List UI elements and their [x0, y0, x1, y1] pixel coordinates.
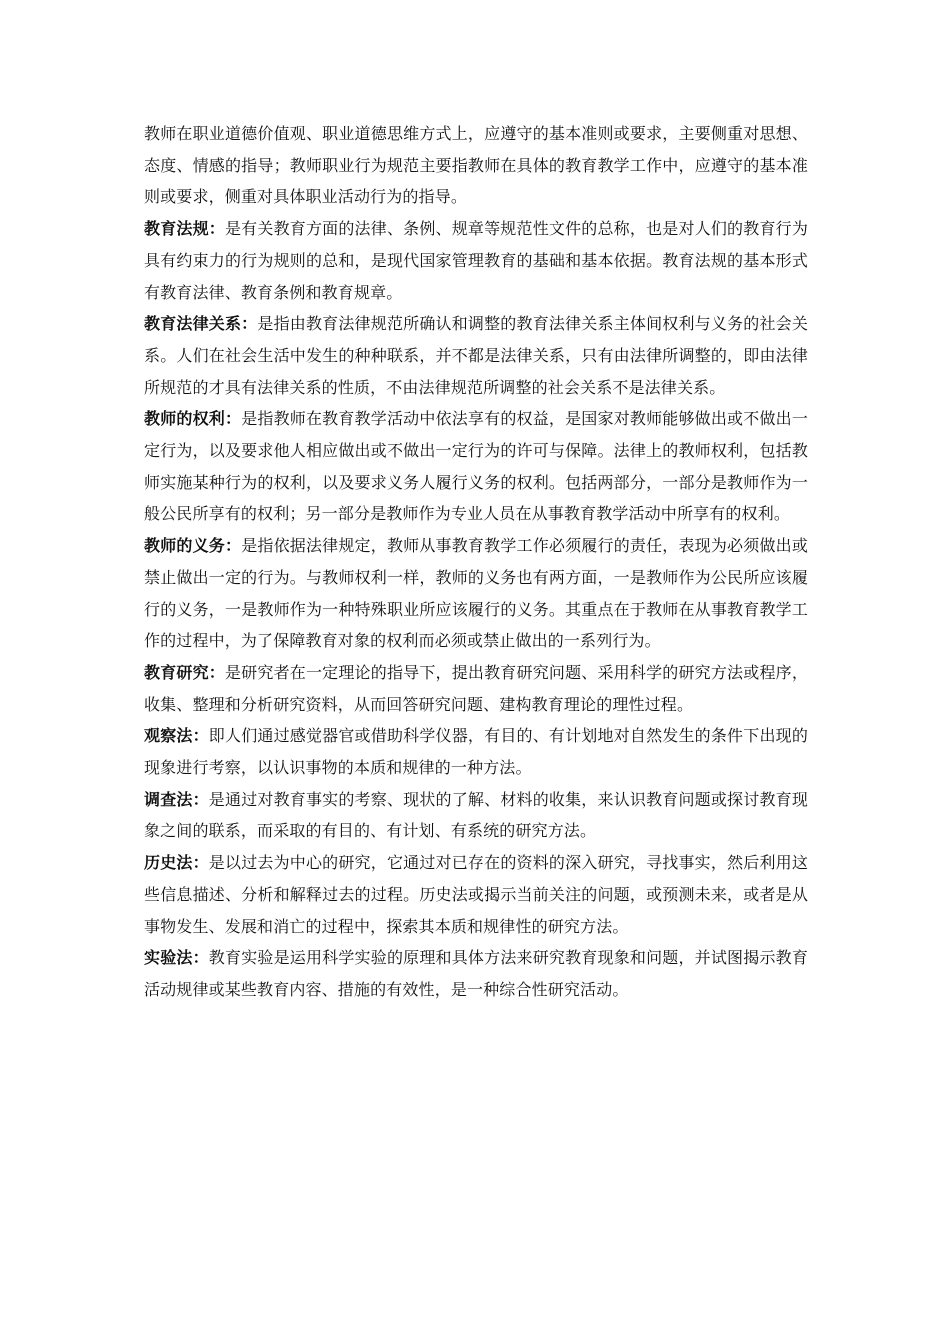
term-label: 实验法： — [144, 948, 209, 968]
term-label: 教育法规： — [144, 219, 225, 239]
term-label: 教师的权利： — [144, 409, 242, 429]
definition-text: 是通过对教育事实的考察、现状的了解、材料的收集，来认识教育问题或探讨教育现象之间的联系，而采取的有目的、有计划、有系统的研究方法。 — [144, 789, 808, 841]
definition-text: 是有关教育方面的法律、条例、规章等规范性文件的总称，也是对人们的教育行为具有约束力的行为规则的总和，是现代国家管理教育的基础和基本依据。教育法规的基本形式有教育法律、教育条例和教育规章。 — [144, 219, 808, 302]
definition-paragraph — [144, 308, 808, 403]
definition-paragraph — [144, 942, 808, 1005]
definition-text: 是研究者在一定理论的指导下，提出教育研究问题、采用科学的研究方法或程序，收集、整理和分析研究资料，从而回答研究问题、建构教育理论的理性过程。 — [144, 662, 808, 714]
document-page — [144, 118, 808, 1006]
term-label: 观察法： — [144, 726, 209, 746]
definition-paragraph — [144, 784, 808, 847]
definition-text: 是指由教育法律规范所确认和调整的教育法律关系主体间权利与义务的社会关系。人们在社会生活中发生的种种联系，并不都是法律关系，只有由法律所调整的，即由法律所规范的才具有法律关系的性质，不由法律规范所调整的社会关系不是法律关系。 — [144, 314, 808, 397]
term-label: 教师的义务： — [144, 536, 242, 556]
definition-paragraph — [144, 530, 808, 657]
intro-paragraph — [144, 118, 808, 213]
definition-text: 是指教师在教育教学活动中依法享有的权益，是国家对教师能够做出或不做出一定行为，以及要求他人相应做出或不做出一定行为的许可与保障。法律上的教师权利，包括教师实施某种行为的权利，以及要求义务人履行义务的权利。包括两部分，一部分是教师作为一般公民所享有的权利；另一部分是教师作为专业人员在从事教育教学活动中所享有的权利。 — [144, 409, 808, 524]
term-label: 调查法： — [144, 789, 209, 809]
definition-text: 是以过去为中心的研究，它通过对已存在的资料的深入研究，寻找事实，然后利用这些信息描述、分析和解释过去的过程。历史法或揭示当前关注的问题，或预测未来，或者是从事物发生、发展和消亡的过程中，探索其本质和规律性的研究方法。 — [144, 853, 808, 936]
definition-text: 教育实验是运用科学实验的原理和具体方法来研究教育现象和问题，并试图揭示教育活动规律或某些教育内容、措施的有效性，是一种综合性研究活动。 — [144, 948, 808, 999]
definition-paragraph — [144, 720, 808, 783]
definition-paragraph — [144, 213, 808, 308]
term-label: 教育研究： — [144, 662, 225, 682]
term-label: 教育法律关系： — [144, 314, 258, 334]
definition-text: 是指依据法律规定，教师从事教育教学工作必须履行的责任，表现为必须做出或禁止做出一定的行为。与教师权利一样，教师的义务也有两方面，一是教师作为公民所应该履行的义务，一是教师作为一种特殊职业所应该履行的义务。其重点在于教师在从事教育教学工作的过程中，为了保障教育对象的权利而必须或禁止做出的一系列行为。 — [144, 536, 808, 651]
definition-text: 即人们通过感觉器官或借助科学仪器，有目的、有计划地对自然发生的条件下出现的现象进行考察，以认识事物的本质和规律的一种方法。 — [144, 726, 808, 778]
definition-paragraph — [144, 657, 808, 720]
term-label: 历史法： — [144, 853, 209, 873]
definition-paragraph — [144, 847, 808, 942]
definition-paragraph — [144, 403, 808, 530]
intro-text: 教师在职业道德价值观、职业道德思维方式上，应遵守的基本准则或要求，主要侧重对思想、态度、情感的指导；教师职业行为规范主要指教师在具体的教育教学工作中，应遵守的基本准则或要求，侧重对具体职业活动行为的指导。 — [144, 124, 808, 207]
